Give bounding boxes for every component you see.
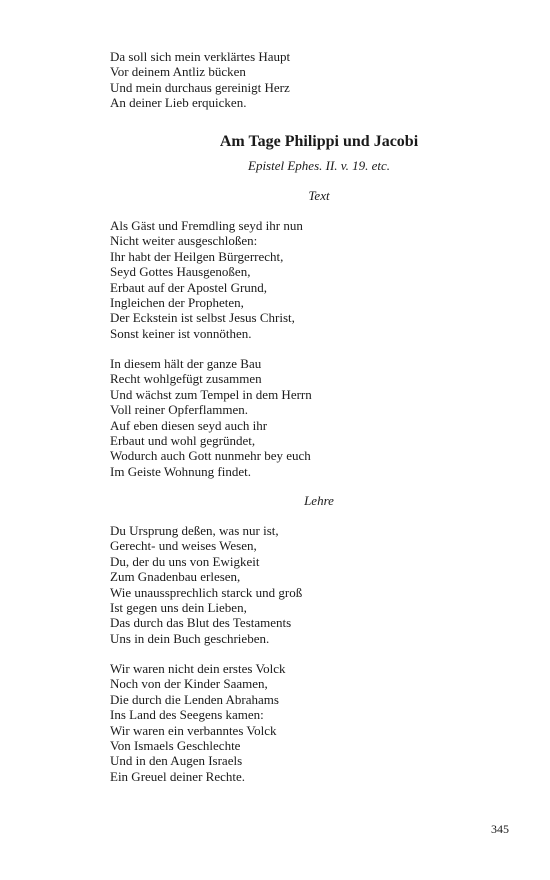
verse-line: Ingleichen der Propheten, <box>110 295 244 311</box>
verse-line: Der Eckstein ist selbst Jesus Christ, <box>110 310 295 326</box>
verse-line: Noch von der Kinder Saamen, <box>110 676 268 692</box>
verse-line: Und mein durchaus gereinigt Herz <box>110 79 290 95</box>
verse-line: Wie unaussprechlich starck und groß <box>110 584 303 600</box>
verse-line: An deiner Lieb erquicken. <box>110 95 247 111</box>
verse-line: Sonst keiner ist vonnöthen. <box>110 325 252 341</box>
verse-line: Ist gegen uns dein Lieben, <box>110 600 247 616</box>
verse-line: Uns in dein Buch geschrieben. <box>110 630 270 646</box>
stanza-text-2 <box>110 356 430 479</box>
stanza-text-1 <box>110 218 430 341</box>
verse-line: Ihr habt der Heilgen Bürgerrecht, <box>110 248 284 264</box>
section-subtitle: Epistel Ephes. II. v. 19. etc. <box>248 158 390 173</box>
section-title: Am Tage Philippi und Jacobi <box>219 133 419 150</box>
verse-line: Recht wohlgefügt zusammen <box>110 371 262 387</box>
verse-line: Seyd Gottes Hausgenoßen, <box>110 264 251 280</box>
verse-line: Wodurch auch Gott nunmehr bey euch <box>110 448 311 464</box>
verse-line: Vor deinem Antliz bücken <box>110 64 246 80</box>
verse-line: Das durch das Blut des Testaments <box>110 615 292 631</box>
verse-line: Im Geiste Wohnung findet. <box>110 463 251 479</box>
verse-line: Ein Greuel deiner Rechte. <box>110 768 245 784</box>
verse-line: Du, der du uns von Ewigkeit <box>110 553 260 569</box>
verse-line: Und wächst zum Tempel in dem Herrn <box>110 386 312 402</box>
verse-line: Gerecht- und weises Wesen, <box>110 538 257 554</box>
verse-line: Voll reiner Opferflammen. <box>110 402 249 418</box>
verse-line: Nicht weiter ausgeschloßen: <box>110 233 258 249</box>
verse-line: Wir waren ein verbanntes Volck <box>110 722 277 738</box>
verse-line: In diesem hält der ganze Bau <box>110 356 262 371</box>
verse-line: Die durch die Lenden Abrahams <box>110 691 279 707</box>
stanza-lehre-1 <box>110 523 430 646</box>
label-text: Text <box>308 188 330 203</box>
verse-line: Du Ursprung deßen, was nur ist, <box>110 523 279 538</box>
verse-line: Auf eben diesen seyd auch ihr <box>110 417 268 433</box>
stanza-lehre-2 <box>110 661 430 784</box>
verse-line: Ins Land des Seegens kamen: <box>110 707 264 723</box>
verse-line: Erbaut auf der Apostel Grund, <box>110 279 268 295</box>
label-lehre: Lehre <box>304 493 334 508</box>
verse-line: Als Gäst und Fremdling seyd ihr nun <box>110 218 303 233</box>
verse-line: Und in den Augen Israels <box>110 753 243 769</box>
verse-line: Erbaut und wohl gegründet, <box>110 433 256 449</box>
verse-line: Zum Gnadenbau erlesen, <box>110 569 241 585</box>
stanza-top <box>110 49 430 111</box>
verse-line: Wir waren nicht dein erstes Volck <box>110 661 286 676</box>
verse-line: Da soll sich mein verklärtes Haupt <box>110 49 291 64</box>
verse-line: Von Ismaels Geschlechte <box>110 738 241 754</box>
page-number: 345 <box>491 822 509 836</box>
